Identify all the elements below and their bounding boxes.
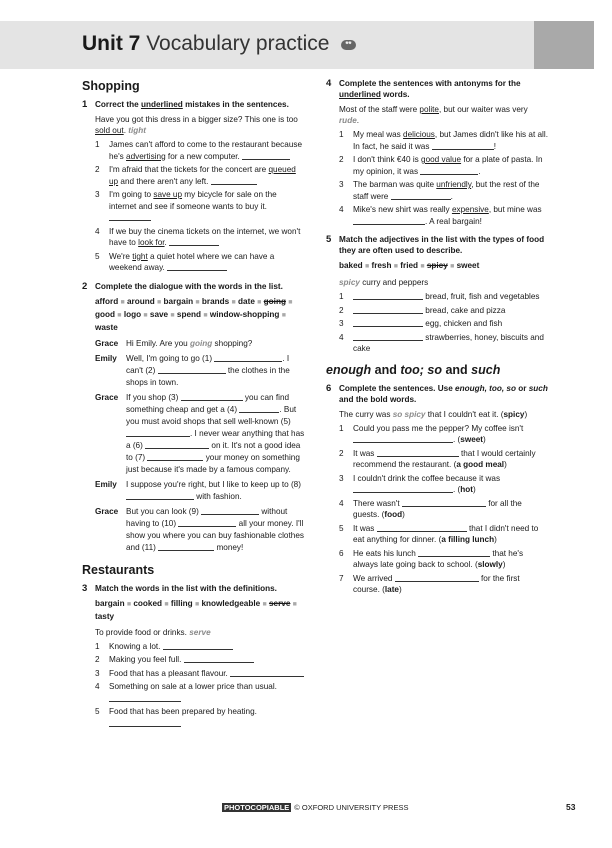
page-number: 53 [566, 802, 576, 812]
photocopiable-tag: PHOTOCOPIABLE [224, 803, 290, 812]
list-item: 2 I don't think €40 is good value for a plate of pasta. In my opinion, it was . [339, 155, 543, 176]
example-answer: spicy [339, 278, 360, 287]
example-sentence: The curry was so spicy that I couldn't eat it. (spicy) [339, 409, 528, 419]
list-item: 7 We arrived for the first course. (late) [339, 573, 520, 594]
dialogue-line: Grace If you shop (3) you can find something cheap and get a (4) . But you must avoid shops that sell well-known (5) . I never wear anything that has a (6) on it. It's not a good idea to (7) your money on something just because it's made by a famous company. [95, 392, 305, 474]
left-column [82, 78, 305, 736]
answer-blank[interactable] [169, 237, 219, 246]
list-item: 1 James can't afford to come to the restaurant because he's advertising for a new computer. [95, 140, 303, 161]
answer-blank[interactable] [201, 506, 259, 515]
answer-blank[interactable] [230, 668, 304, 677]
exercise-number: 6 [326, 382, 332, 394]
list-item: 5 It was that I didn't need to eat anything for dinner. (a filling lunch) [339, 523, 539, 544]
example-sentence: To provide food or drinks. serve [95, 627, 211, 637]
speaker: Grace [95, 392, 119, 402]
answer-blank[interactable] [158, 365, 226, 374]
speaker: Emily [95, 479, 117, 489]
list-item: 2 It was that I would certainly recommend the restaurant. (a good meal) [339, 448, 536, 469]
word-list: afford ■ around ■ bargain ■ brands ■ date ■ going ■ good ■ logo ■ save ■ spend ■ window-shopping ■ waste [95, 296, 293, 332]
right-column [326, 78, 548, 603]
list-item: 2 I'm afraid that the tickets for the concert are queued up and there aren't any left. [95, 165, 296, 186]
answer-blank[interactable] [402, 498, 486, 507]
exercise-number: 2 [82, 280, 88, 292]
answer-blank[interactable] [126, 428, 190, 437]
answer-blank[interactable] [353, 216, 425, 225]
dialogue-line: Emily Well, I'm going to go (1) . I can't (2) the clothes in the shops in town. [95, 353, 290, 387]
item-list [339, 291, 548, 355]
answer-blank[interactable] [418, 548, 490, 557]
page-footer [0, 801, 612, 815]
exercise-1 [82, 99, 305, 274]
exercise-3 [82, 583, 305, 730]
answer-blank[interactable] [353, 484, 453, 493]
exercise-5 [326, 234, 548, 355]
answer-blank[interactable] [395, 573, 479, 582]
speaker: Grace [95, 338, 119, 348]
item-list [95, 641, 305, 730]
list-item: 4 If we buy the cinema tickets on the internet, we won't have to look for. [95, 226, 301, 247]
list-item: 5 Food that has been prepared by heating. [95, 706, 305, 729]
word-list: baked ■ fresh ■ fried ■ spicy ■ sweet [339, 261, 480, 270]
answer-blank[interactable] [178, 518, 236, 527]
answer-blank[interactable] [353, 291, 423, 300]
list-item: 1 Knowing a lot. [95, 641, 305, 653]
dialogue-line: Emily I suppose you're right, but I like to keep up to (8) with fashion. [95, 479, 301, 501]
exercise-instruction: Complete the dialogue with the words in the list. [95, 281, 283, 291]
answer-blank[interactable] [147, 452, 203, 461]
exercise-number: 4 [326, 78, 332, 89]
answer-blank[interactable] [242, 151, 290, 160]
answer-blank[interactable] [432, 141, 494, 150]
example-sentence: Have you got this dress in a bigger size? This one is too sold out. tight [95, 115, 298, 135]
exercise-instruction: Correct the underlined mistakes in the sentences. [95, 100, 289, 109]
section-heading-grammar: enough and too; so and such [326, 362, 501, 377]
list-item: 5 We're tight a quiet hotel where we can have a weekend away. [95, 251, 275, 272]
header-band-accent [534, 21, 594, 69]
example-answer: rude [339, 116, 357, 125]
answer-blank[interactable] [181, 392, 243, 401]
answer-blank[interactable] [126, 491, 194, 500]
exercise-instruction: Complete the sentences. Use enough, too, so or such and the bold words. [339, 383, 548, 404]
exercise-2 [82, 281, 305, 554]
answer-blank[interactable] [163, 641, 233, 650]
difficulty-badge: ** [341, 40, 355, 50]
answer-blank[interactable] [353, 318, 423, 327]
list-item: 6 He eats his lunch that he's always late going back to school. (slowly) [339, 548, 524, 569]
exercise-number: 3 [82, 582, 88, 594]
list-item: 4 Mike's new shirt was really expensive, but mine was . A real bargain! [339, 205, 542, 226]
answer-blank[interactable] [184, 654, 254, 663]
item-list [339, 129, 548, 227]
section-heading-shopping: Shopping [82, 79, 140, 93]
example-answer: tight [128, 126, 146, 135]
unit-label: Unit 7 [82, 32, 141, 55]
answer-blank[interactable] [214, 353, 282, 362]
exercise-instruction: Match the words in the list with the definitions. [95, 583, 277, 593]
example-answer: so spicy [392, 409, 426, 419]
exercise-instruction: Match the adjectives in the list with the types of food they are often used to describe. [339, 235, 545, 255]
speaker: Grace [95, 506, 119, 516]
answer-blank[interactable] [353, 332, 423, 341]
exercise-number: 5 [326, 234, 332, 245]
speaker: Emily [95, 353, 117, 363]
example-answer: serve [189, 627, 211, 637]
answer-blank[interactable] [145, 440, 209, 449]
exercise-6 [326, 383, 548, 596]
list-item: 4 Something on sale at a lower price than usual. [95, 681, 305, 704]
example-sentence: spicy curry and peppers [339, 278, 429, 287]
page-title [82, 30, 356, 58]
exercise-number: 1 [82, 99, 88, 110]
item-list [95, 139, 305, 274]
exercise-instruction: Complete the sentences with antonyms for the underlined words. [339, 79, 521, 99]
answer-blank[interactable] [377, 523, 467, 532]
list-item: 1 Could you pass me the pepper? My coffee isn't . (sweet) [339, 423, 524, 444]
answer-blank[interactable] [158, 542, 214, 551]
word-list: bargain ■ cooked ■ filling ■ knowledgeable ■ serve ■ tasty [95, 598, 297, 621]
answer-blank[interactable] [109, 212, 151, 221]
list-item: 4 strawberries, honey, biscuits and cake [339, 332, 544, 353]
answer-blank[interactable] [353, 434, 453, 443]
answer-blank[interactable] [377, 448, 459, 457]
answer-blank[interactable] [211, 176, 257, 185]
answer-blank[interactable] [239, 404, 279, 413]
list-item: 2 Making you feel full. [95, 654, 305, 666]
list-item: 3 Food that has a pleasant flavour. [95, 668, 305, 680]
dialogue [95, 338, 305, 554]
list-item: 1 My meal was delicious, but James didn't like his at all. In fact, he said it was ! [339, 130, 548, 151]
answer-blank[interactable] [109, 693, 181, 702]
list-item: 3 I'm going to save up my bicycle for sale on the internet and see if someone wants to buy it. [95, 189, 305, 224]
list-item: 1 bread, fruit, fish and vegetables [339, 292, 540, 301]
list-item: 3 The barman was quite unfriendly, but the rest of the staff were . [339, 180, 540, 201]
list-item: 3 egg, chicken and fish [339, 319, 503, 328]
answer-blank[interactable] [167, 262, 227, 271]
dialogue-line: Grace But you can look (9) without having to (10) all your money. I'll show you where you can buy fashionable clothes and (11) money! [95, 506, 304, 552]
answer-blank[interactable] [109, 718, 181, 727]
copyright-notice: PHOTOCOPIABLE © OXFORD UNIVERSITY PRESS [224, 803, 409, 812]
title-text: Vocabulary practice [146, 32, 330, 55]
list-item: 4 There wasn't for all the guests. (food) [339, 498, 522, 519]
answer-blank[interactable] [353, 305, 423, 314]
dialogue-line: Grace Hi Emily. Are you going shopping? [95, 338, 253, 348]
item-list [339, 423, 548, 596]
section-heading-restaurants: Restaurants [82, 562, 155, 577]
list-item: 2 bread, cake and pizza [339, 305, 506, 315]
exercise-4 [326, 78, 548, 227]
list-item: 3 I couldn't drink the coffee because it was . (hot) [339, 473, 501, 494]
example-sentence: Most of the staff were polite, but our waiter was very rude. [339, 105, 528, 125]
answer-blank[interactable] [391, 191, 451, 200]
answer-blank[interactable] [420, 166, 478, 175]
